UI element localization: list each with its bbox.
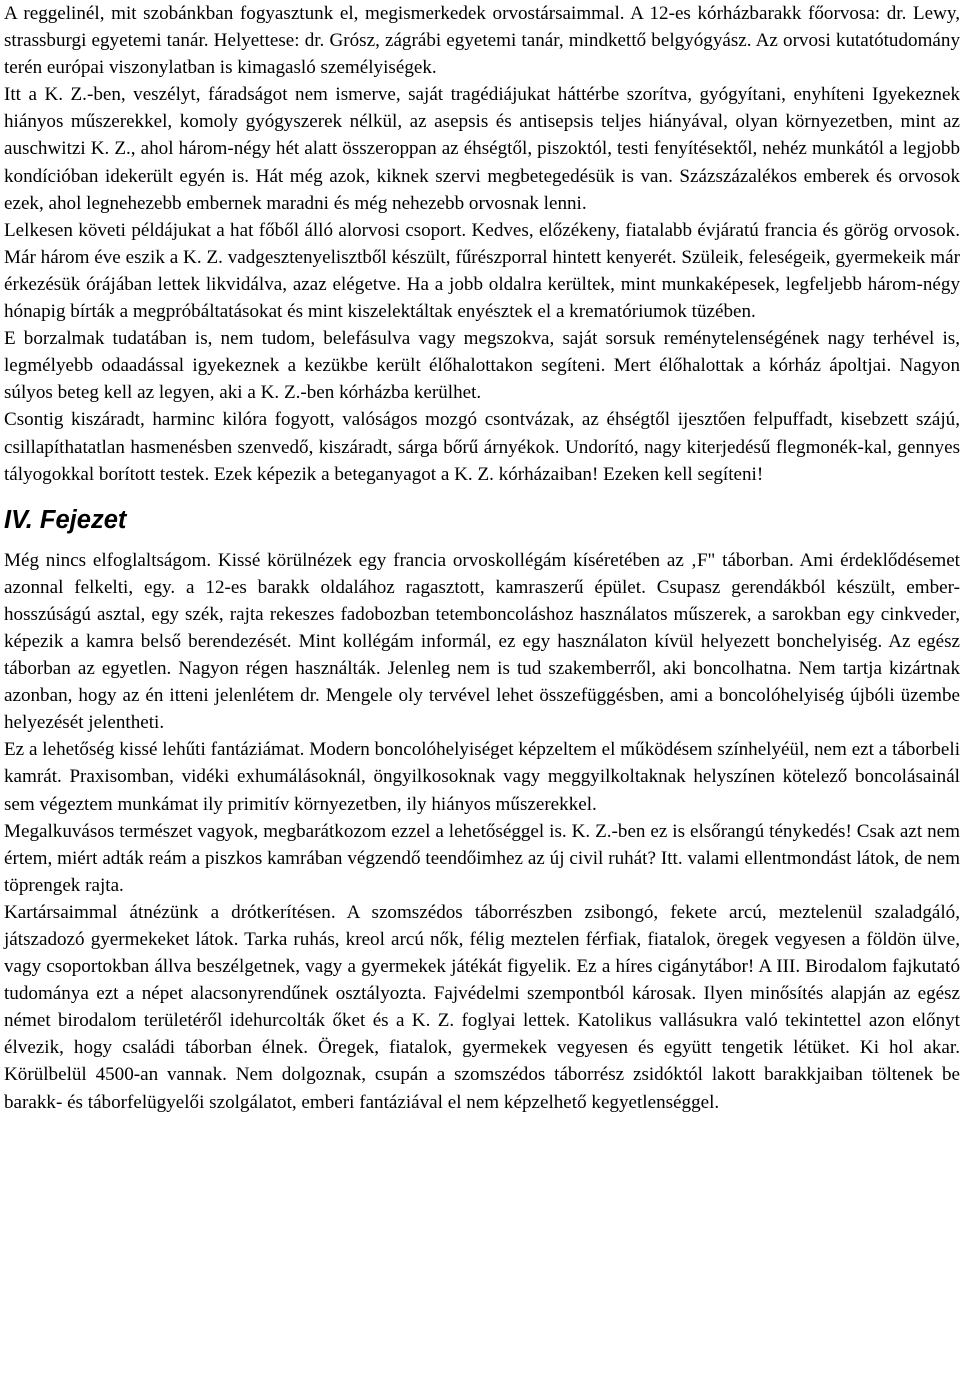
paragraph: Itt a K. Z.-ben, veszélyt, fáradságot nem ismerve, saját tragédiájukat háttérbe szorítva, gyógyítani, enyhíteni Igyekeznek hiányos műszerekkel, komoly gyógyszerek nélkül, az asepsis és antisepsis teljes hiányával, olyan környezetben, mint az auschwitzi K. Z., ahol három-négy hét alatt összeroppan az éhségtől, piszoktól, testi fenyítésektől, nehéz munkától a legjobb kondícióban idekerült egyén is. Hát még azok, kiknek szervi megbetegedésük is van. Százszázalékos emberek és orvosok ezek, ahol legnehezebb embernek maradni és még nehezebb orvosnak lenni. xyxy=(4,84,960,214)
paragraph: Kartársaimmal átnézünk a drótkerítésen. A szomszédos táborrészben zsibongó, fekete arcú, meztelenül szaladgáló, játszadozó gyermekeket látok. Tarka ruhás, kreol arcú nők, félig meztelen férfiak, fiatalok, öregek vegyesen a földön ülve, vagy csoportokban állva beszélgetnek, vagy a gyermekek játékát figyelik. Ez a híres cigánytábor! A III. Birodalom fajkutató tudománya ezt a népet alacsonyrendűnek osztályozta. Fajvédelmi szempontból károsak. Ilyen minősítés alapján az egész német birodalom területéről idehurcolták őket és a K. Z. foglyai lettek. Katolikus vallásukra való tekintettel azon előnyt élvezik, hogy családi táborban élnek. Öregek, fiatalok, gyermekek vegyesen és együtt tengetik létüket. Ki hol akar. Körülbelül 4500-an vannak. Nem dolgoznak, csupán a szomszédos táborrész zsidóktól lakott barakkjaiban töltenek be barakk- és táborfelügyelői szolgálatot, emberi fantáziával el nem képzelhető kegyetlenséggel. xyxy=(4,901,960,1113)
paragraph: Lelkesen követi példájukat a hat főből álló alorvosi csoport. Kedves, előzékeny, fiatalabb évjáratú francia és görög orvosok. Már három éve eszik a K. Z. vadgesztenyelisztből készült, fűrészporral hintett kenyerét. Szüleik, feleségeik, gyermekeik már érkezésük órájában lettek likvidálva, azaz elégetve. Ha a jobb oldalra kerültek, mint munkaképesek, legfeljebb három-négy hónapig bírták a megpróbáltatásokat és mint kiszelektáltak enyésztek el a krematóriumok tüzében. xyxy=(4,219,960,323)
document-page xyxy=(4,0,960,1116)
paragraph: Csontig kiszáradt, harminc kilóra fogyott, valóságos mozgó csontvázak, az éhségtől ijesztően felpuffadt, kisebzett szájú, csillapíthatatlan hasmenésben szenvedő, kiszáradt, sárga bőrű árnyékok. Undorító, nagy kiterjedésű flegmonék-kal, gennyes tályogokkal borított testek. Ezek képezik a beteganyagot a K. Z. kórházaiban! Ezeken kell segíteni! xyxy=(4,409,960,485)
paragraph: E borzalmak tudatában is, nem tudom, belefásulva vagy megszokva, saját sorsuk reménytelenségének nagy terhével is, legmélyebb odaadással igyekeznek a kezükbe került élőhalottakon segíteni. Mert élőhalottak a kórház ápoltjai. Nagyon súlyos beteg kell az legyen, aki a K. Z.-ben kórházba kerülhet. xyxy=(4,328,960,404)
chapter-heading: IV. Fejezet xyxy=(4,505,127,534)
paragraph: Még nincs elfoglaltságom. Kissé körülnézek egy francia orvoskollégám kíséretében az ‚F" táborban. Ami érdeklődésemet azonnal felkelti, egy. a 12-es barakk oldalához ragasztott, kamraszerű épület. Csupasz gerendákból készült, ember-hosszúságú asztal, egy szék, rajta rekeszes fadobozban tetemboncoláshoz használatos műszerek, a sarokban egy cinkveder, képezik a kamra belső berendezését. Mint kollégám informál, ez egy használaton kívül helyezett bonchelyiség. Az egész táborban az egyetlen. Nagyon régen használták. Jelenleg nem is tud szakemberről, aki boncolhatna. Nem tartja kizártnak azonban, hogy az én itteni jelenlétem dr. Mengele oly tervével lehet összefüggésben, ami a boncolóhelyiség újbóli üzembe helyezését jelentheti. xyxy=(4,549,960,734)
paragraph: Megalkuvásos természet vagyok, megbarátkozom ezzel a lehetőséggel is. K. Z.-ben ez is elsőrangú ténykedés! Csak azt nem értem, miért adták reám a piszkos kamrában végzendő teendőimhez az új civil ruhát? Itt. valami ellentmondást látok, de nem töprengek rajta. xyxy=(4,820,960,896)
paragraph: A reggelinél, mit szobánkban fogyasztunk el, megismerkedek orvostársaimmal. A 12-es kórházbarakk főorvosa: dr. Lewy, strassburgi egyetemi tanár. Helyettese: dr. Grósz, zágrábi egyetemi tanár, mindkettő belgyógyász. Az orvosi kutatótudomány terén európai viszonylatban is kimagasló személyiségek. xyxy=(4,3,960,79)
paragraph: Ez a lehetőség kissé lehűti fantáziámat. Modern boncolóhelyiséget képzeltem el működésem színhelyéül, nem ezt a táborbeli kamrát. Praxisomban, vidéki exhumálásoknál, öngyilkosoknak vagy meggyilkoltaknak helyszínen kötelező boncolásainál sem végeztem munkámat ily primitív környezetben, ily hiányos műszerekkel. xyxy=(4,739,960,815)
